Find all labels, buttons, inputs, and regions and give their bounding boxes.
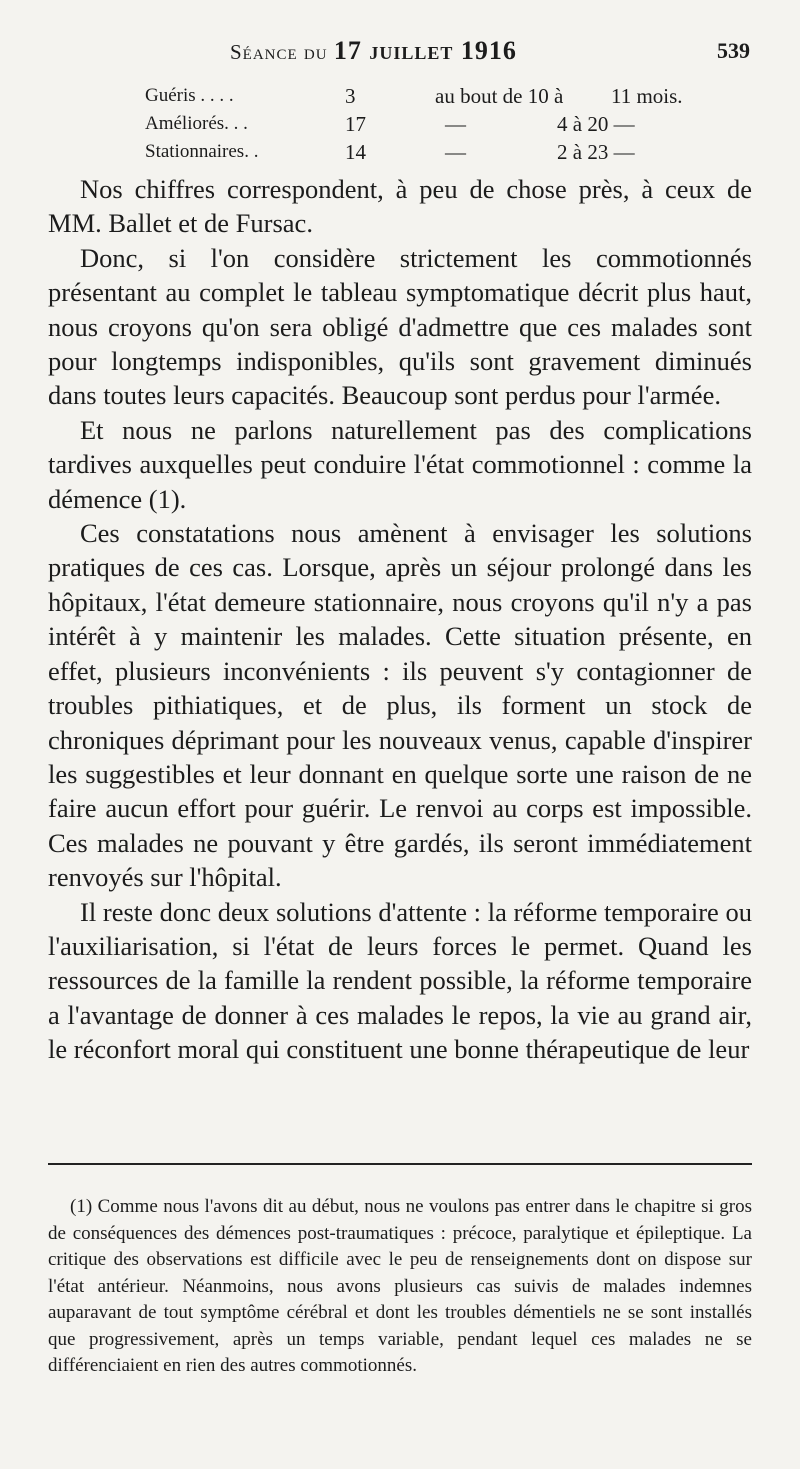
stats-count: 14 — [345, 140, 366, 164]
footnote-text: (1) Comme nous l'avons dit au début, nous ne voulons pas entrer dans le chapitre si gros de conséquences des démences post-traumatiques : précoce, paralytique et épileptique. La critique des observations est difficile avec le peu de renseignements dont on dispose sur l'état antérieur. Néanmoins, nous avons plusieurs cas suivis de malades indemnes auparavant de tout symptôme cérébral et dont les troubles démentiels ne se sont installés que progressivement, après un temps variable, pendant lequel ces malades ne se différenciaient en rien des autres commotionnés. — [48, 1196, 752, 1376]
header-session: Séance du — [230, 40, 328, 64]
running-header — [220, 30, 750, 70]
stats-row — [145, 110, 745, 138]
stats-to: 2 à 23 — — [557, 140, 635, 164]
paragraph: Ces constatations nous amènent à envisager les solutions pratiques de ces cas. Lorsque, après un séjour prolongé dans les hôpitaux, l'état demeure stationnaire, nous croyons qu'il n'y a pas intérêt à y maintenir les malades. Cette situation présente, en effet, plusieurs inconvénients : ils peuvent s'y contagionner de troubles pithiatiques, et de plus, ils forment un stock de chroniques déprimant pour les nouveaux venus, capable d'inspirer les suggestibles et leur donnant en quelque sorte une raison de ne faire aucun effort pour guérir. Le renvoi au corps est impossible. Ces malades ne pouvant y être gardés, ils seront immédiatement renvoyés sur l'hôpital. — [48, 518, 752, 893]
paragraph: Nos chiffres correspondent, à peu de chose près, à ceux de MM. Ballet et de Fursac. — [48, 174, 752, 239]
stats-label: Améliorés. . . — [145, 113, 248, 134]
footnote — [48, 1194, 752, 1380]
body-text — [48, 172, 752, 1067]
paragraph: Et nous ne parlons naturellement pas des complications tardives auxquelles peut conduire l'état commotionnel : comme la démence (1). — [48, 414, 752, 514]
page-number: 539 — [717, 38, 750, 63]
footnote-divider — [48, 1163, 752, 1165]
statistics-table — [145, 82, 745, 166]
stats-to: 11 mois. — [611, 84, 683, 108]
stats-label: Guéris . . . . — [145, 85, 234, 106]
stats-from: — — [445, 140, 466, 164]
stats-count: 17 — [345, 112, 366, 136]
stats-from: — — [445, 112, 466, 136]
stats-label: Stationnaires. . — [145, 141, 259, 162]
stats-row — [145, 138, 745, 166]
stats-row — [145, 82, 745, 110]
paragraph: Donc, si l'on considère strictement les commotionnés présentant au complet le tableau symptomatique décrit plus haut, nous croyons qu'on sera obligé d'admettre que ces malades sont pour longtemps indisponibles, qu'ils sont gravement diminués dans toutes leurs capacités. Beaucoup sont perdus pour l'armée. — [48, 242, 752, 411]
header-date: 17 juillet 1916 — [333, 36, 517, 65]
paragraph: Il reste donc deux solutions d'attente : la réforme temporaire ou l'auxiliarisation, si l'état de leurs forces le permet. Quand les ressources de la famille la rendent possible, la réforme temporaire a l'avantage de donner à ces malades le repos, la vie au grand air, le réconfort moral qui constituent une bonne thérapeutique de leur — [48, 896, 752, 1065]
stats-to: 4 à 20 — — [557, 112, 635, 136]
stats-from: au bout de 10 à — [435, 84, 564, 108]
stats-count: 3 — [345, 84, 356, 108]
header-title — [230, 36, 517, 66]
